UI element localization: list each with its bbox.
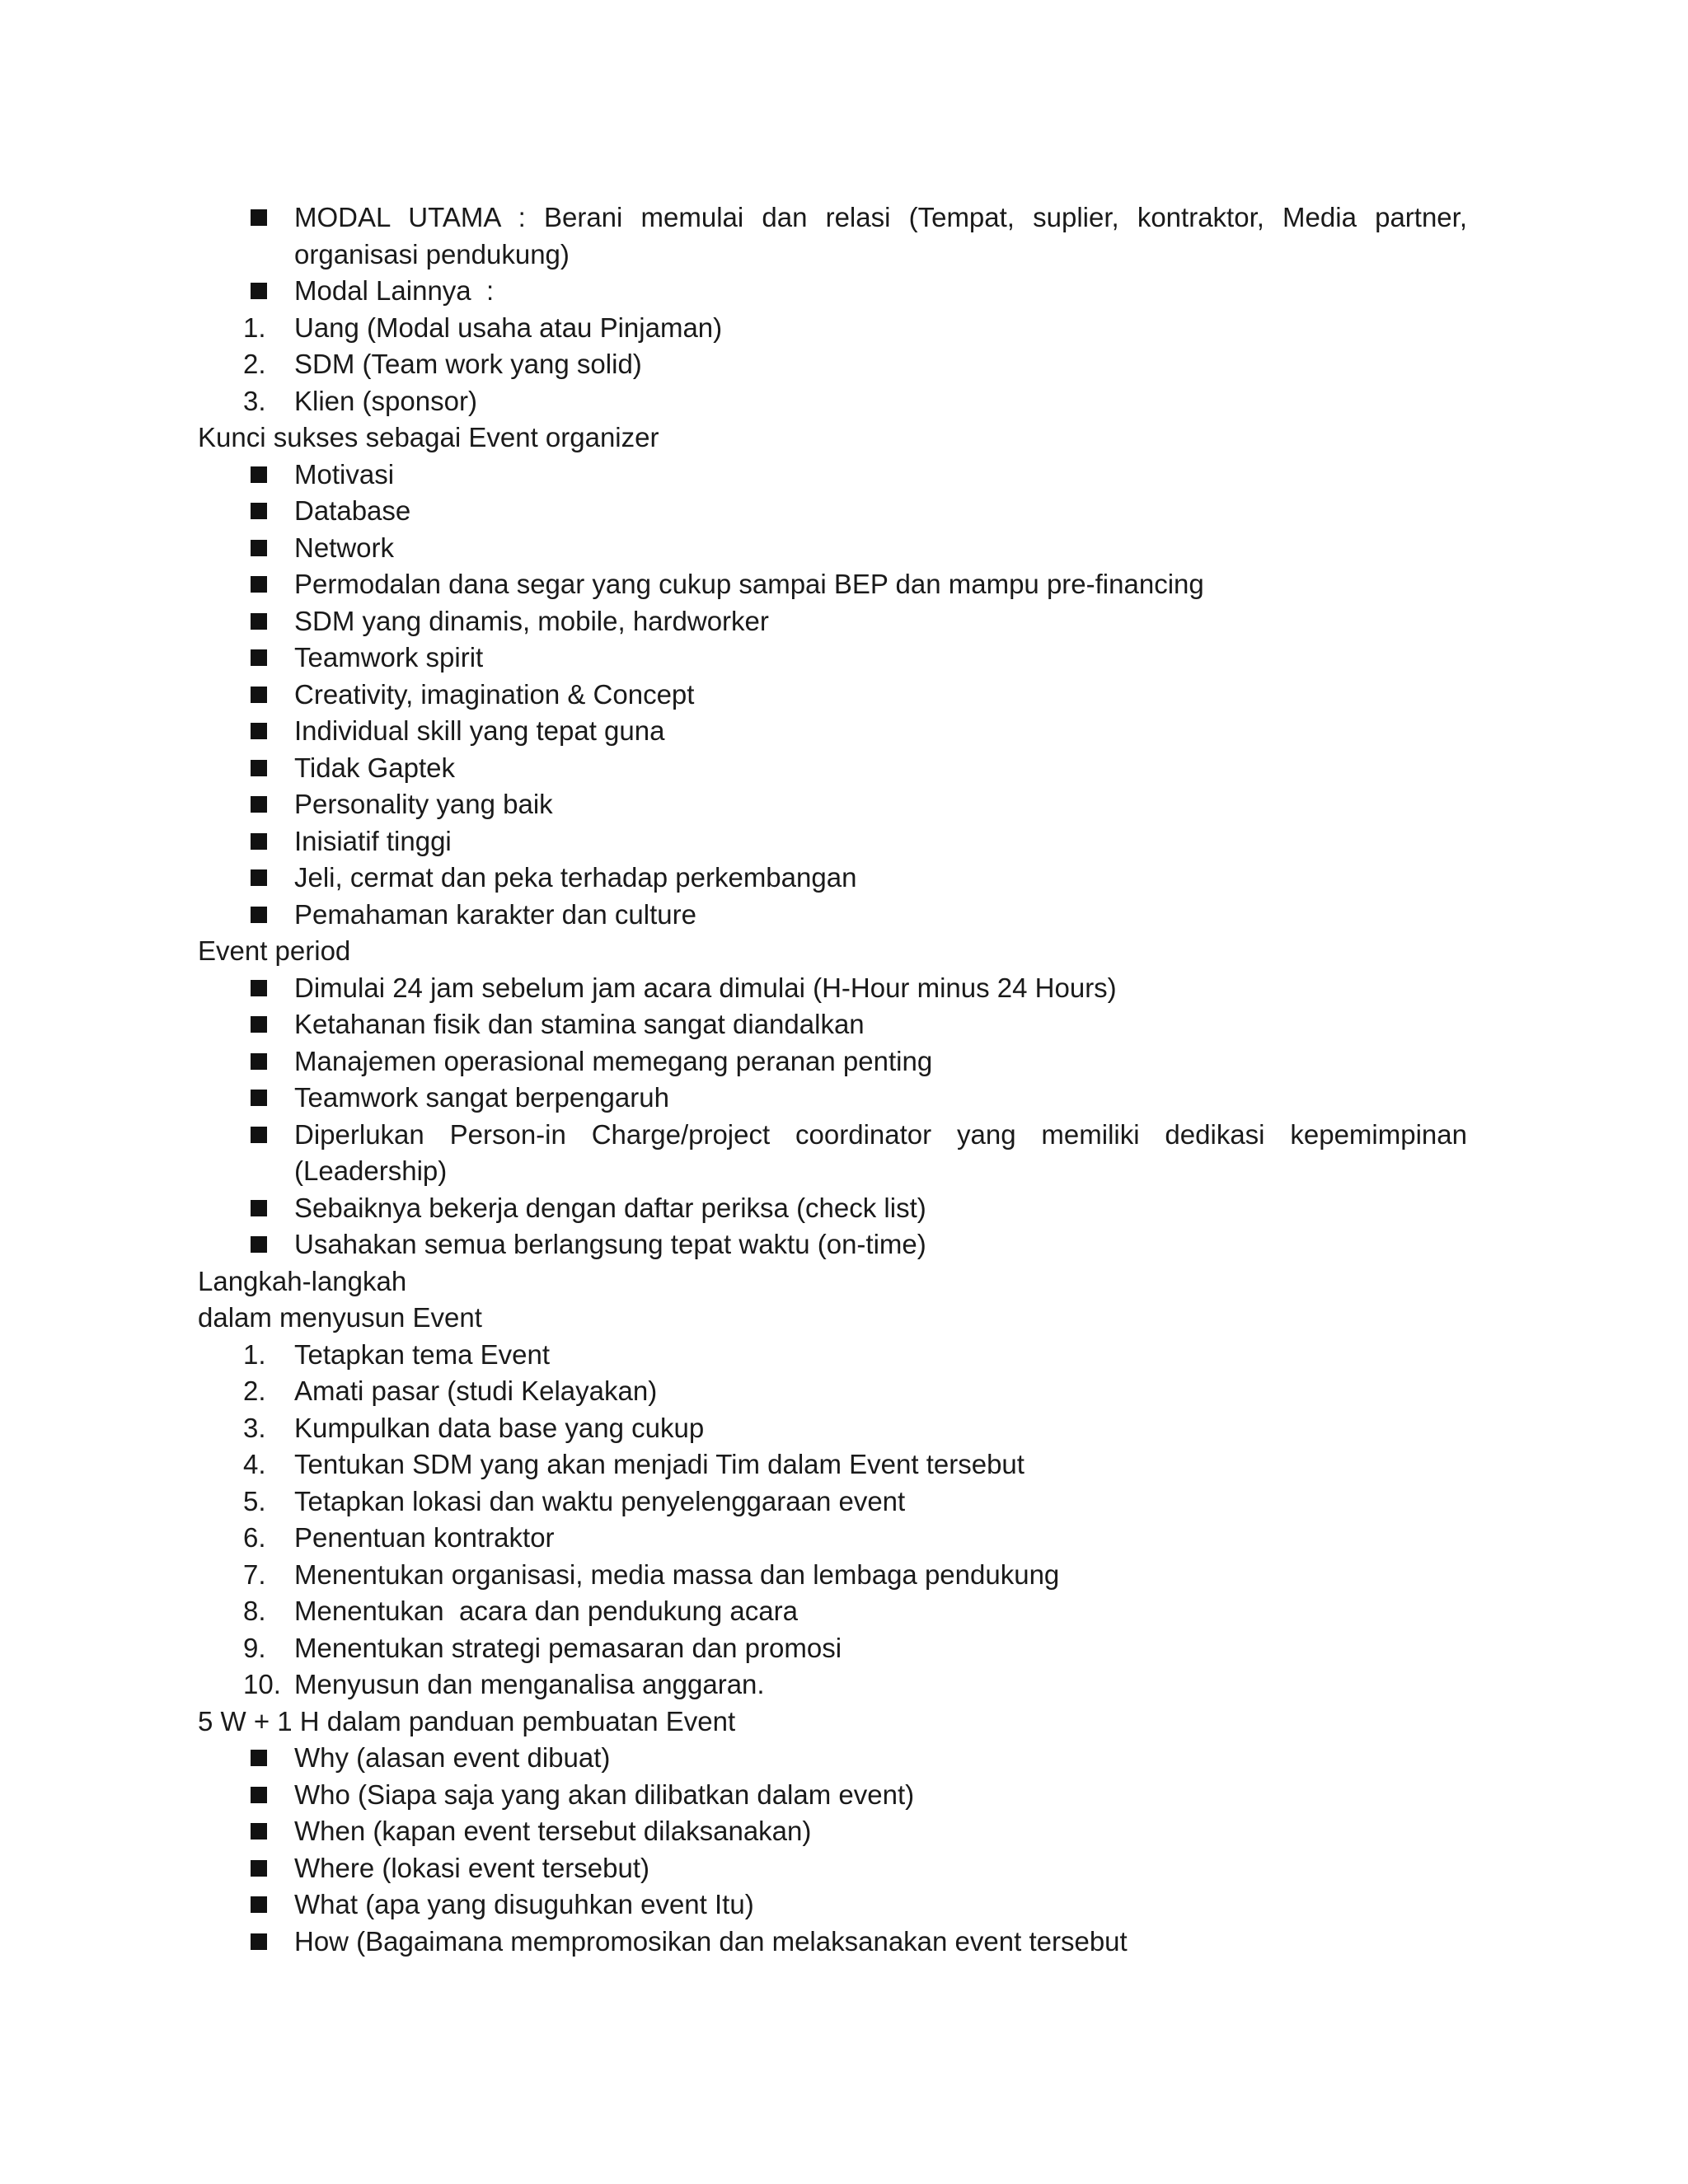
bullet-text: Diperlukan Person-in Charge/project coordinator yang memiliki dedikasi kepemimpinan (Leadership)	[294, 1118, 1467, 1186]
square-bullet-icon	[251, 503, 267, 519]
bullet-item	[198, 1777, 1467, 1814]
document-body	[198, 199, 1467, 1960]
square-bullet-icon	[251, 833, 267, 850]
bullet-item	[198, 1924, 1467, 1961]
bullet-text: Creativity, imagination & Concept	[294, 678, 695, 710]
numbered-item	[198, 310, 1467, 347]
bullet-item	[198, 1813, 1467, 1850]
square-bullet-icon	[251, 1016, 267, 1033]
square-bullet-icon	[251, 869, 267, 886]
item-number: 9.	[243, 1632, 266, 1663]
square-bullet-icon	[251, 760, 267, 776]
bullet-text: Dimulai 24 jam sebelum jam acara dimulai (H-Hour minus 24 Hours)	[294, 972, 1117, 1003]
bullet-item	[198, 1226, 1467, 1263]
bullet-text: Teamwork spirit	[294, 642, 484, 673]
numbered-item	[198, 1520, 1467, 1557]
bullet-item	[198, 677, 1467, 714]
bullet-text: Motivasi	[294, 458, 395, 490]
item-text: Menentukan strategi pemasaran dan promosi	[294, 1632, 842, 1663]
bullet-item	[198, 1080, 1467, 1117]
bullet-item	[198, 530, 1467, 567]
section-heading: Event period	[198, 935, 351, 966]
bullet-text: Permodalan dana segar yang cukup sampai BEP dan mampu pre-financing	[294, 569, 1204, 599]
numbered-item	[198, 1446, 1467, 1483]
square-bullet-icon	[251, 796, 267, 813]
square-bullet-icon	[251, 1236, 267, 1253]
numbered-item	[198, 383, 1467, 420]
bullet-item	[198, 493, 1467, 530]
bullet-item	[198, 970, 1467, 1007]
item-text: SDM (Team work yang solid)	[294, 349, 642, 379]
square-bullet-icon	[251, 466, 267, 483]
bullet-text: How (Bagaimana mempromosikan dan melaksanakan event tersebut	[294, 1925, 1128, 1957]
square-bullet-icon	[251, 576, 267, 593]
item-number: 4.	[243, 1449, 266, 1479]
item-number: 3.	[243, 1412, 266, 1443]
item-number: 7.	[243, 1558, 266, 1590]
section-heading-line2: dalam menyusun Event	[198, 1302, 482, 1333]
bullet-text: When (kapan event tersebut dilaksanakan)	[294, 1816, 812, 1846]
square-bullet-icon	[251, 1200, 267, 1216]
square-bullet-icon	[251, 649, 267, 666]
bullet-item	[198, 1850, 1467, 1887]
bullet-item	[198, 1740, 1467, 1777]
item-number: 10.	[243, 1669, 281, 1699]
square-bullet-icon	[251, 613, 267, 630]
numbered-item	[198, 1630, 1467, 1667]
bullet-text: Inisiatif tinggi	[294, 825, 452, 856]
bullet-text: Database	[294, 495, 411, 526]
bullet-item	[198, 199, 1467, 273]
item-number: 1.	[243, 312, 266, 343]
square-bullet-icon	[251, 1127, 267, 1143]
bullet-text: Jeli, cermat dan peka terhadap perkembangan	[294, 862, 857, 893]
bullet-text: Sebaiknya bekerja dengan daftar periksa (check list)	[294, 1192, 926, 1223]
bullet-text: Manajemen operasional memegang peranan penting	[294, 1045, 933, 1076]
bullet-text: Individual skill yang tepat guna	[294, 715, 665, 746]
bullet-item	[198, 713, 1467, 750]
bullet-item	[198, 860, 1467, 897]
bullet-item	[198, 750, 1467, 787]
numbered-item	[198, 1483, 1467, 1521]
item-number: 8.	[243, 1596, 266, 1626]
square-bullet-icon	[251, 907, 267, 923]
bullet-item	[198, 1117, 1467, 1190]
item-text: Uang (Modal usaha atau Pinjaman)	[294, 312, 723, 343]
item-text: Kumpulkan data base yang cukup	[294, 1412, 705, 1443]
bullet-item	[198, 786, 1467, 823]
bullet-text: Personality yang baik	[294, 789, 553, 819]
bullet-text: Who (Siapa saja yang akan dilibatkan dalam event)	[294, 1779, 915, 1810]
square-bullet-icon	[251, 723, 267, 739]
square-bullet-icon	[251, 1933, 267, 1950]
bullet-item	[198, 1043, 1467, 1080]
bullet-text: Pemahaman karakter dan culture	[294, 898, 696, 930]
item-text: Tetapkan lokasi dan waktu penyelenggaraan event	[294, 1485, 906, 1516]
item-text: Amati pasar (studi Kelayakan)	[294, 1376, 658, 1406]
item-number: 1.	[243, 1338, 266, 1370]
item-number: 2.	[243, 349, 266, 379]
bullet-text: Where (lokasi event tersebut)	[294, 1852, 650, 1883]
numbered-item	[198, 1337, 1467, 1374]
section-heading: 5 W + 1 H dalam panduan pembuatan Event	[198, 1705, 736, 1736]
bullet-item	[198, 273, 1467, 310]
numbered-item	[198, 1373, 1467, 1410]
bullet-text: Teamwork sangat berpengaruh	[294, 1082, 669, 1113]
bullet-text: Tidak Gaptek	[294, 752, 456, 783]
square-bullet-icon	[251, 1787, 267, 1803]
item-text: Menyusun dan menganalisa anggaran.	[294, 1669, 765, 1699]
bullet-item	[198, 1190, 1467, 1227]
square-bullet-icon	[251, 1896, 267, 1913]
item-number: 2.	[243, 1376, 266, 1406]
bullet-text: Modal Lainnya :	[294, 275, 495, 306]
square-bullet-icon	[251, 1090, 267, 1106]
square-bullet-icon	[251, 1823, 267, 1840]
bullet-item	[198, 897, 1467, 934]
item-number: 5.	[243, 1485, 266, 1516]
item-text: Klien (sponsor)	[294, 385, 477, 416]
item-text: Tentukan SDM yang akan menjadi Tim dalam Event tersebut	[294, 1449, 1025, 1479]
item-number: 6.	[243, 1522, 266, 1553]
item-number: 3.	[243, 385, 266, 416]
square-bullet-icon	[251, 1053, 267, 1070]
square-bullet-icon	[251, 540, 267, 556]
item-text: Menentukan organisasi, media massa dan lembaga pendukung	[294, 1558, 1060, 1590]
bullet-item	[198, 566, 1467, 603]
bullet-text: Ketahanan fisik dan stamina sangat diandalkan	[294, 1009, 865, 1039]
square-bullet-icon	[251, 283, 267, 299]
section-heading: Langkah-langkah	[198, 1265, 407, 1296]
bullet-text: What (apa yang disuguhkan event Itu)	[294, 1889, 754, 1919]
bullet-text: Usahakan semua berlangsung tepat waktu (on-time)	[294, 1229, 926, 1259]
numbered-item	[198, 1410, 1467, 1447]
section-heading: Kunci sukses sebagai Event organizer	[198, 422, 659, 452]
bullet-item	[198, 1886, 1467, 1924]
square-bullet-icon	[251, 687, 267, 703]
bullet-text: Network	[294, 532, 395, 563]
item-text: Menentukan acara dan pendukung acara	[294, 1596, 798, 1626]
numbered-item	[198, 1593, 1467, 1630]
bullet-item	[198, 457, 1467, 494]
bullet-text: Why (alasan event dibuat)	[294, 1742, 611, 1773]
bullet-text: MODAL UTAMA : Berani memulai dan relasi (Tempat, suplier, kontraktor, Media partner, organisasi pendukung)	[294, 202, 1467, 269]
square-bullet-icon	[251, 1860, 267, 1877]
bullet-item	[198, 603, 1467, 640]
item-text: Penentuan kontraktor	[294, 1522, 555, 1553]
square-bullet-icon	[251, 209, 267, 226]
item-text: Tetapkan tema Event	[294, 1338, 551, 1370]
bullet-item	[198, 823, 1467, 860]
numbered-item	[198, 346, 1467, 383]
bullet-text: SDM yang dinamis, mobile, hardworker	[294, 605, 769, 636]
square-bullet-icon	[251, 980, 267, 996]
bullet-item	[198, 640, 1467, 677]
bullet-item	[198, 1006, 1467, 1043]
numbered-item	[198, 1666, 1467, 1704]
numbered-item	[198, 1557, 1467, 1594]
square-bullet-icon	[251, 1750, 267, 1766]
